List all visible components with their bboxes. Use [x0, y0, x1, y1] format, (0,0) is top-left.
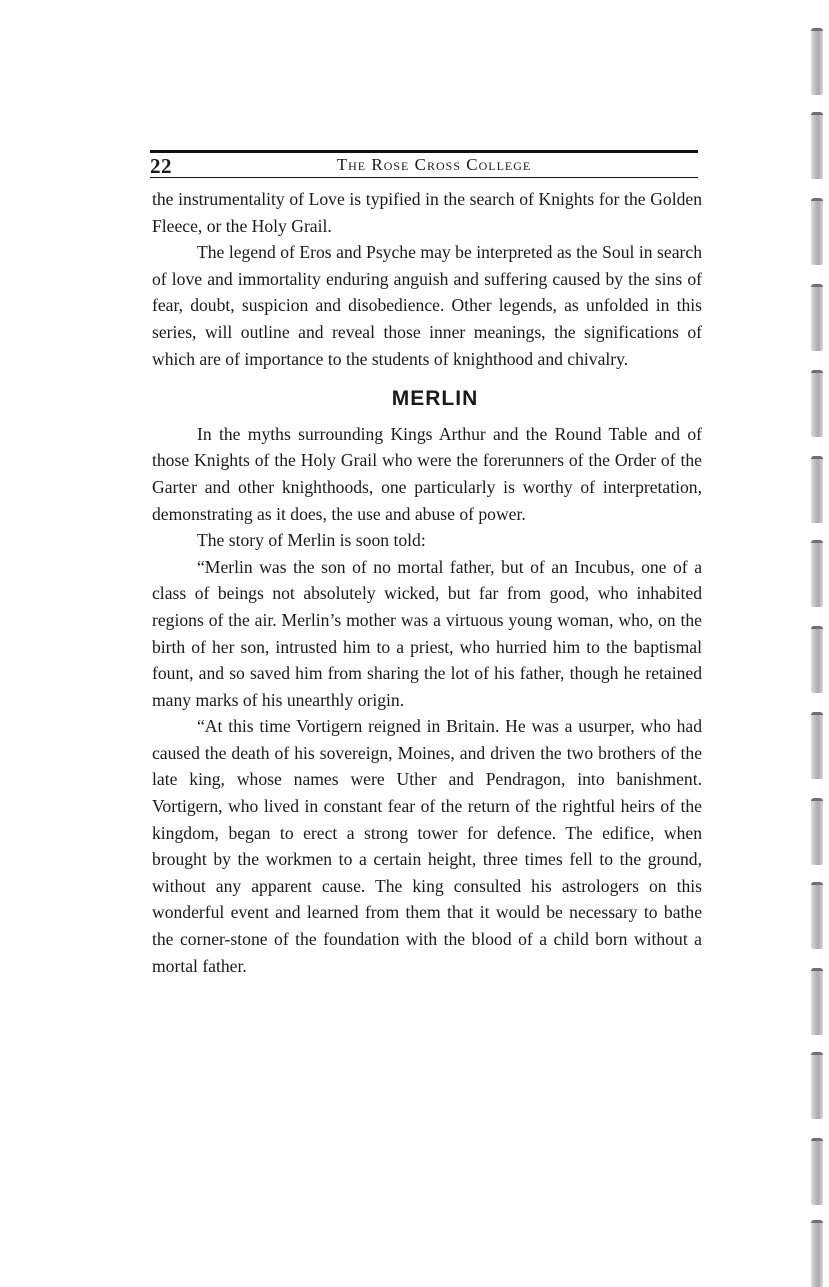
edge-tab-mark	[811, 540, 823, 607]
edge-tab-mark	[811, 882, 823, 949]
paragraph-story-intro: The story of Merlin is soon told:	[197, 530, 426, 551]
paragraph-continued: the instrumentality of Love is typified in the search of Knights for the Golden Fleece, or the Holy Grail.	[152, 189, 702, 236]
edge-tab-mark	[811, 712, 823, 779]
edge-tab-mark	[811, 284, 823, 351]
page-header	[150, 150, 698, 178]
edge-tab-mark	[811, 198, 823, 265]
edge-tab-mark	[811, 626, 823, 693]
edge-tab-mark	[811, 1052, 823, 1119]
page-number: 22	[150, 154, 172, 178]
page-edge-tabs	[805, 0, 829, 1285]
paragraph-merlin-origin: “Merlin was the son of no mortal father, but of an Incubus, one of a class of beings not absolutely wicked, but far from good, who inhabited regions of the air. Merlin’s mother was a virtuous young woman, who, on the birth of her son, intrusted him to a priest, who hurried him to the baptismal fount, and so saved him from sharing the lot of his father, though he retained many marks of his unearthly origin.	[152, 556, 702, 710]
edge-tab-mark	[811, 1138, 823, 1205]
edge-tab-mark	[811, 456, 823, 523]
section-heading: MERLIN	[391, 387, 479, 411]
edge-tab-mark	[811, 112, 823, 179]
edge-tab-mark	[811, 798, 823, 865]
running-head: The Rose Cross College	[336, 155, 532, 174]
paragraph-vortigern: “At this time Vortigern reigned in Britain. He was a usurper, who had caused the death of his sovereign, Moines, and driven the two brothers of the late king, whose names were Uther and Pendragon, into banishment. Vortigern, who lived in constant fear of the return of the rightful heirs of the kingdom, began to erect a strong tower for defence. The edifice, when brought by the workmen to a certain height, three times fell to the ground, without any apparent cause. The king consulted his astrologers on this wonderful event and learned from them that it would be necessary to bathe the corner-stone of the foundation with the blood of a child born without a mortal father.	[152, 716, 702, 976]
paragraph-eros-psyche: The legend of Eros and Psyche may be interpreted as the Soul in search of love and immortality enduring anguish and suffering caused by the sins of fear, doubt, suspicion and disobedience. Other legends, as unfolded in this series, will outline and reveal those inner meanings, the significations of which are of importance to the students of knighthood and chivalry.	[152, 242, 702, 369]
body-text	[152, 186, 702, 979]
edge-tab-mark	[811, 968, 823, 1035]
edge-tab-mark	[811, 370, 823, 437]
paragraph-myths: In the myths surrounding Kings Arthur and the Round Table and of those Knights of the Holy Grail who were the forerunners of the Order of the Garter and other knighthoods, one particularly is worthy of interpretation, demonstrating as it does, the use and abuse of power.	[152, 423, 702, 524]
edge-tab-mark	[811, 1220, 823, 1287]
edge-tab-mark	[811, 28, 823, 95]
